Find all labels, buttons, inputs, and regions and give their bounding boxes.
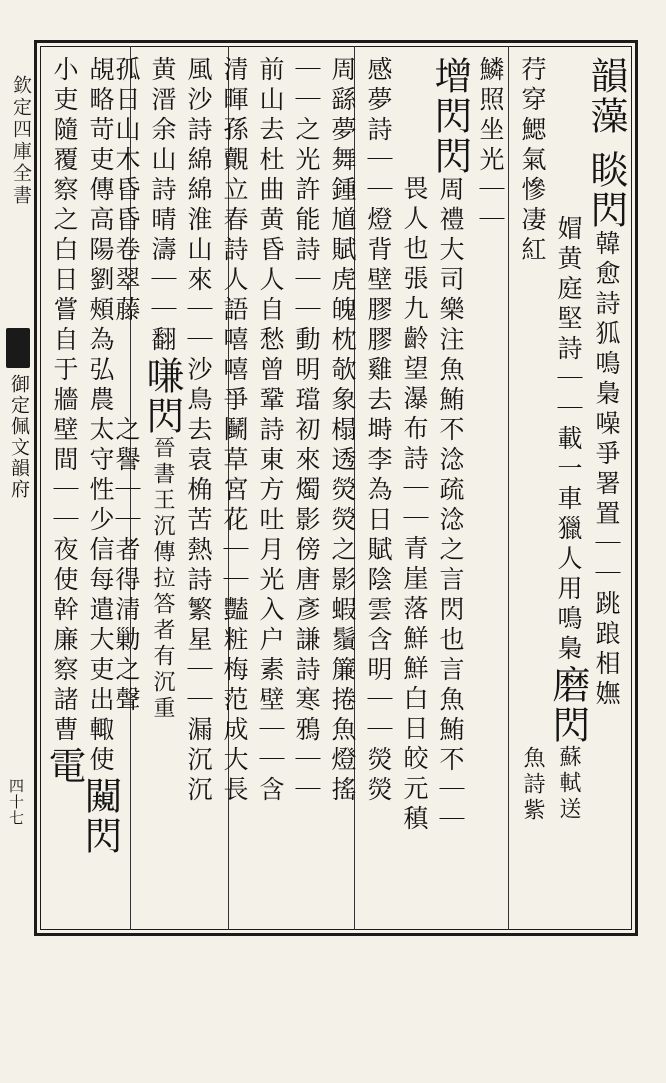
- seal-mark: [6, 328, 30, 368]
- column-8: [358, 56, 398, 924]
- column-text: 魚詩紫: [520, 746, 545, 824]
- edge-text: 欽定四庫全書: [10, 75, 32, 207]
- entry-head: 嗛閃: [140, 356, 184, 436]
- column-text: 小吏隨覆察之白日嘗自于牆壁間｜｜夜使幹廉察諸曹: [50, 56, 79, 746]
- entry-head: 磨閃: [546, 665, 590, 745]
- column-text: 感夢詩｜｜燈背壁膠膠雞去塒李為日賦陰雲含明｜｜熒熒: [364, 56, 393, 806]
- entry-head: 增閃閃: [428, 56, 472, 176]
- column-text: 周繇夢舞鍾馗賦虎魄枕欹象榻透熒熒之影蝦鬚簾捲魚燈搖: [328, 56, 357, 806]
- column-14: [142, 56, 182, 924]
- entry-head: 闚閃: [78, 776, 122, 856]
- column-17: [44, 56, 84, 924]
- column-text: 畏人也張九齡望瀑布詩｜｜青崖落鮮鮮白日皎元稹: [400, 175, 429, 835]
- folio-number: 四十七: [7, 778, 25, 826]
- column-text: 覘略苛吏傳高陽劉頰為弘農太守性少信每遣大吏出輙使: [86, 56, 115, 776]
- margin-title: 御定佩文韻府: [8, 374, 30, 500]
- column-5: [470, 56, 510, 924]
- entry-head: 睒閃: [584, 150, 628, 230]
- column-13: [178, 56, 218, 924]
- column-7: [394, 175, 434, 1043]
- column-text: 孤日山木昏昏卷翠藤: [112, 56, 141, 326]
- column-text: 風沙詩綿綿淮山來｜｜沙鳥去袁桷苦熱詩繁星｜｜漏沉沉: [184, 56, 213, 806]
- column-text: 晉書王沉傳拉答者有沉重: [150, 436, 175, 722]
- column-4: [512, 56, 552, 924]
- column-9: [322, 56, 362, 924]
- entry-head: 電: [42, 746, 86, 786]
- column-2: [586, 150, 626, 1018]
- column-text: 周禮大司樂注魚鮪不淰疏淰之言閃也言魚鮪不｜｜: [436, 176, 465, 836]
- column-text: 鱗照坐光｜｜: [476, 56, 505, 236]
- column-16: [80, 56, 120, 924]
- column-text: 清暉孫覿立春詩人語嘻嘻爭鬭草宮花｜｜豔粧梅范成大長: [220, 56, 249, 806]
- column-text: 媢黄庭堅詩｜｜載一車獵人用鳴梟: [554, 215, 583, 665]
- column-text: 之譽｜｜者得清勦之聲: [112, 416, 141, 716]
- column-text: 黄溍余山詩晴濤｜｜翻: [148, 56, 177, 356]
- column-text: ｜｜之光許能詩｜｜動明璫初來燭影傍唐彥謙詩寒鴉｜｜: [292, 56, 321, 806]
- edge-strip: [0, 40, 34, 936]
- column-12: [214, 56, 254, 924]
- column-text: 前山去杜曲黄昏人自愁曾鞏詩東方吐月光入户素壁｜｜含: [256, 56, 285, 806]
- column-6: [430, 56, 470, 924]
- entry-head: 韻藻: [584, 56, 628, 136]
- column-text: 韓愈詩狐鳴梟噪爭署置｜｜跳踉相嫵: [592, 230, 621, 710]
- column-text: 蘇軾送: [556, 745, 581, 823]
- column-3: [548, 215, 588, 1083]
- column-11: [250, 56, 290, 924]
- column-10: [286, 56, 326, 924]
- column-text: 荇穿鰓氣慘凄紅: [518, 56, 547, 266]
